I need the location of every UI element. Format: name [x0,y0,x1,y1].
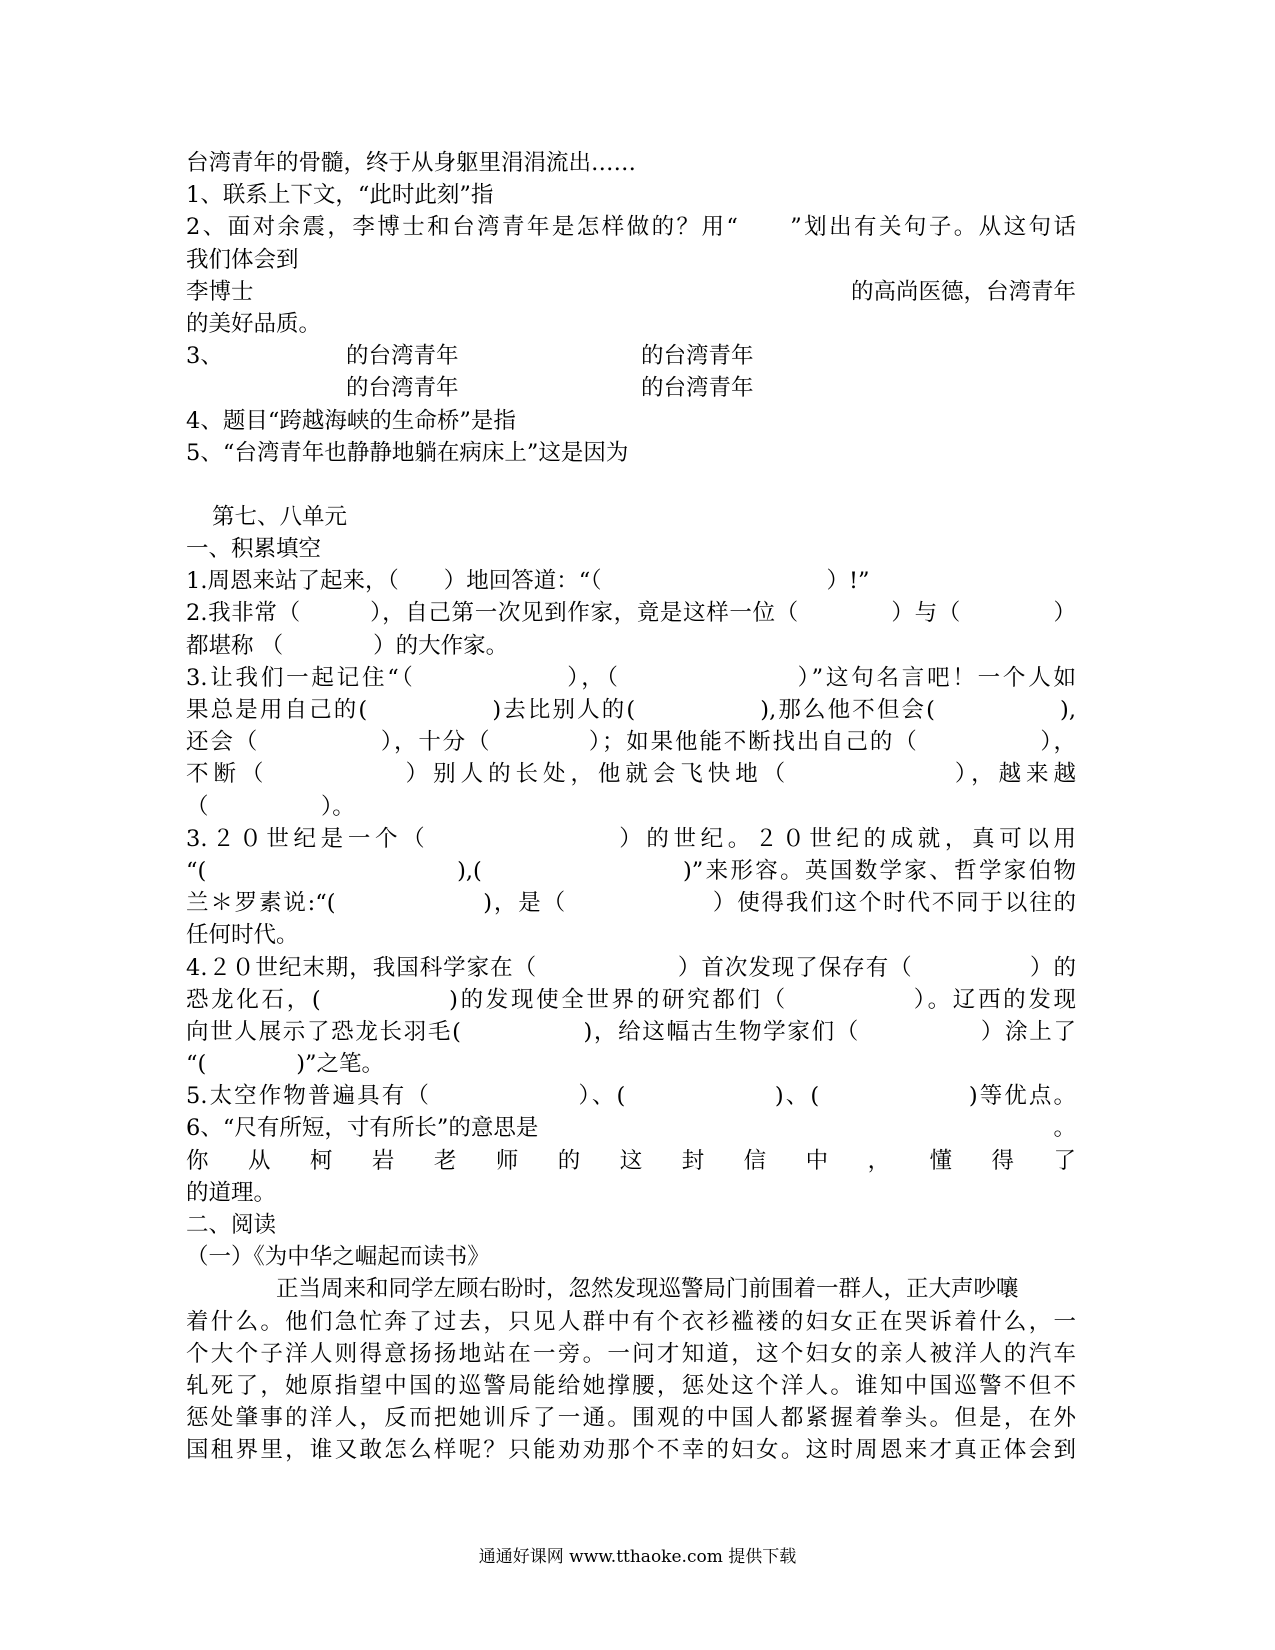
paragraph-line: 着什么。他们急忙奔了过去，只见人群中有个衣衫褴褛的妇女正在哭诉着什么，一 [186,1308,1076,1335]
text-line: 不断（ ）别人的长处，他就会飞快地（ ），越来越 [186,761,1076,788]
text-line [186,372,1076,404]
text-fragment: 的台湾青年 [641,375,754,402]
question-1: 1、联系上下文，“此时此刻”指 [186,182,494,209]
question-2: 2、面对余震，李博士和台湾青年是怎样做的？用“ ”划出有关句子。从这句话 [186,214,1076,241]
text-line: “( )”之笔。 [186,1051,385,1078]
text-fragment: 的台湾青年 [346,343,459,370]
fill-item: 5.太空作物普遍具有（ ）、( )、( )等优点。 [186,1083,1076,1110]
question-5: 5、“台湾青年也静静地躺在病床上”这是因为 [186,439,629,466]
fill-item: 1.周恩来站了起来，（ ）地回答道：“（ ）!” [186,568,870,595]
text-line: 都堪称 （ ）的大作家。 [186,632,509,659]
text-line: 任何时代。 [186,922,299,949]
text-line: 恐龙化石，( )的发现使全世界的研究都们（ ）。辽西的发现 [186,986,1076,1013]
text-line: 你 从 柯 岩 老 师 的 这 封 信 中 ， 懂 得 了 [186,1147,1076,1174]
fill-item: 3.２０世纪是一个（ ）的世纪。２０世纪的成就，真可以用 [186,825,1076,852]
text-line: 台湾青年的骨髓，终于从身躯里涓涓流出…… [186,150,637,176]
text-line [186,276,1076,308]
paragraph-line: 正当周来和同学左顾右盼时，忽然发现巡警局门前围着一群人，正大声吵嚷 [276,1276,1019,1303]
text-fragment: 的高尚医德，台湾青年 [850,278,1076,305]
text-line: 我们体会到 [186,246,299,273]
paragraph-line: 个大个子洋人则得意扬扬地站在一旁。一问才知道，这个妇女的亲人被洋人的汽车 [186,1340,1076,1367]
section-heading: 二、阅读 [186,1212,277,1238]
page-footer: 通通好课网 www.tthaoke.com 提供下载 [478,1547,797,1567]
document-body [186,147,1076,1467]
fill-item: 2.我非常（ ），自己第一次见到作家，竟是这样一位（ ）与（ ） [186,600,1076,627]
paragraph-line: 惩处肇事的洋人，反而把她训斥了一通。围观的中国人都紧握着拳头。但是，在外 [186,1405,1076,1432]
text-fragment: 3、 [186,343,223,370]
text-line: “( ),( )”来形容。英国数学家、哲学家伯物 [186,857,1076,884]
text-line: 果总是用自己的( )去比别人的( ),那么他不但会( ), [186,697,1076,723]
reading-title: （一）《为中华之崛起而读书》 [186,1244,490,1271]
question-3 [186,340,1076,372]
text-line: 的美好品质。 [186,310,322,337]
text-line: 兰＊罗素说:“( )，是（ ）使得我们这个时代不同于以往的 [186,890,1076,917]
question-6 [186,1112,1076,1144]
text-fragment: 李博士 [186,278,254,305]
section-heading: 一、积累填空 [186,536,322,563]
paragraph-line: 国租界里，谁又敢怎么样呢？只能劝劝那个不幸的妇女。这时周恩来才真正体会到 [186,1437,1076,1464]
paragraph-line: 轧死了，她原指望中国的巡警局能给她撑腰，惩处这个洋人。谁知中国巡警不但不 [186,1372,1076,1399]
text-fragment: 的台湾青年 [641,343,754,370]
text-fragment: 6、“尺有所短，寸有所长”的意思是 [186,1115,539,1142]
text-line: 向世人展示了恐龙长羽毛( )，给这幅古生物学家们（ ）涂上了 [186,1018,1076,1045]
text-line: 还会（ ），十分（ ）；如果他能不断找出自己的（ ）， [186,729,1076,756]
text-line: （ ）。 [186,793,355,820]
fill-item: 3.让我们一起记住“（ ），（ ）”这句名言吧！一个人如 [186,664,1076,691]
text-line: 的道理。 [186,1179,277,1206]
text-fragment: 。 [1053,1115,1076,1142]
section-title: 第七、八单元 [212,503,348,530]
text-fragment: 的台湾青年 [346,375,459,402]
question-4: 4、题目“跨越海峡的生命桥”是指 [186,407,516,434]
fill-item: 4.２０世纪末期，我国科学家在（ ）首次发现了保存有（ ）的 [186,954,1076,981]
